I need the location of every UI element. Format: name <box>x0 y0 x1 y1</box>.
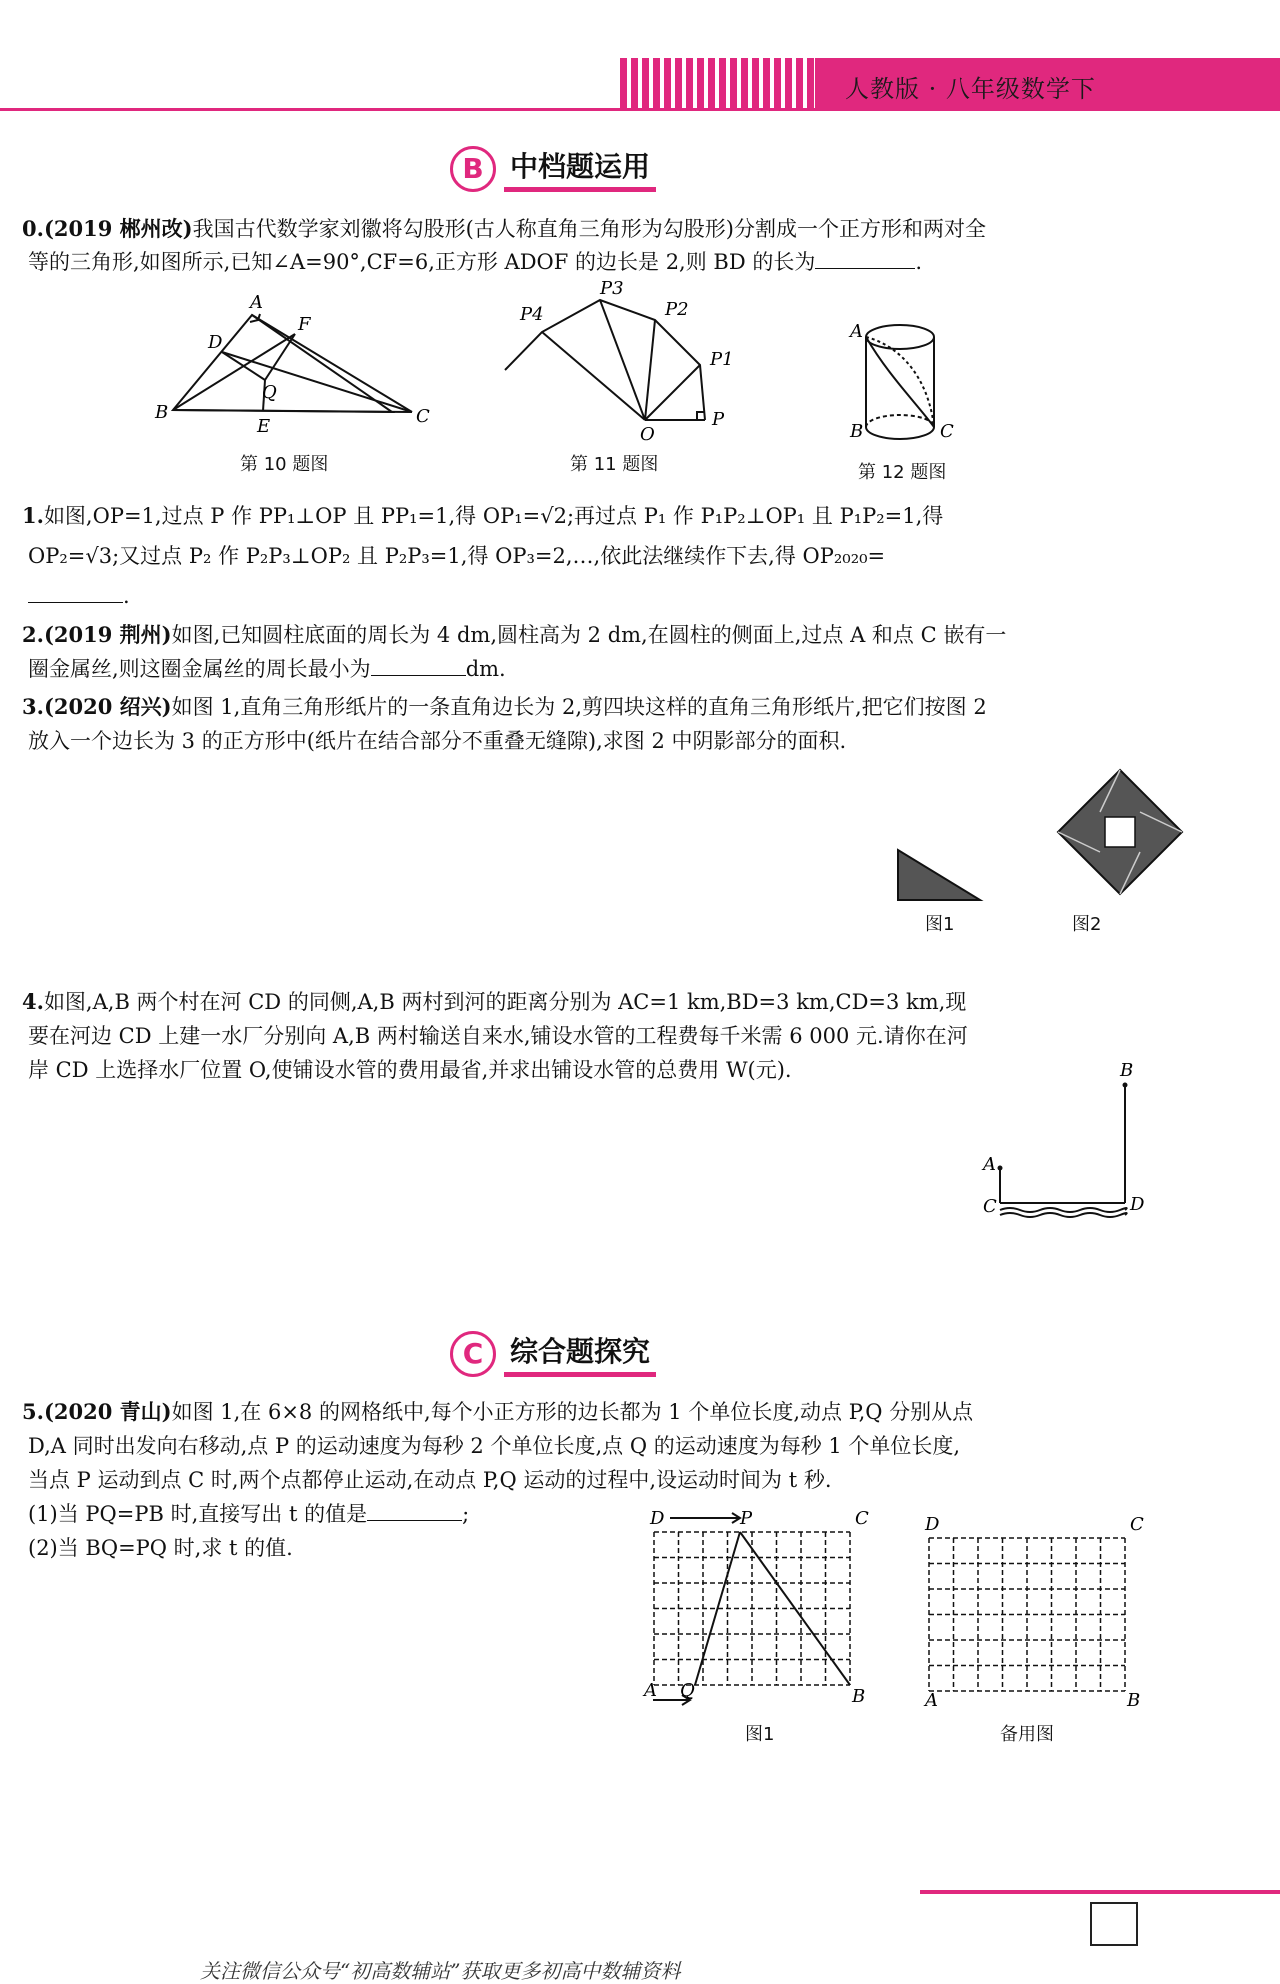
question-11 <box>22 496 1162 616</box>
q10-line2: 等的三角形,如图所示,已知∠A=90°,CF=6,正方形 ADOF 的边长是 2,则 BD 的长为 . <box>28 250 923 274</box>
svg-text:A: A <box>850 321 863 342</box>
answer-blank <box>367 1502 462 1521</box>
svg-text:B: B <box>850 421 864 442</box>
svg-text:P1: P1 <box>710 349 734 370</box>
svg-text:B: B <box>852 1686 866 1707</box>
svg-text:D: D <box>925 1514 940 1535</box>
figure-11 <box>500 280 750 450</box>
svg-text:P4: P4 <box>520 304 544 325</box>
svg-text:D: D <box>1130 1194 1145 1215</box>
page-header <box>620 58 1280 110</box>
fig15-caption-2: 备用图 <box>1000 1724 1054 1745</box>
fig12-bottom-front <box>866 427 934 439</box>
figure-15-grid-2 <box>915 1500 1155 1720</box>
svg-text:P: P <box>740 1508 753 1529</box>
fig13-caption-2: 图2 <box>1072 914 1102 935</box>
q15-line3: 当点 P 运动到点 C 时,两个点都停止运动,在动点 P,Q 运动的过程中,设运动时间为 t 秒. <box>28 1468 832 1492</box>
svg-text:Q: Q <box>680 1680 695 1701</box>
svg-text:C: C <box>416 406 430 427</box>
fig13-triangle <box>898 850 980 900</box>
svg-text:P2: P2 <box>665 299 689 320</box>
svg-text:B: B <box>155 402 169 423</box>
page-tab <box>1090 1902 1138 1946</box>
q10-line1: 0.(2019 郴州改)我国古代数学家刘徽将勾股形(古人称直角三角形为勾股形)分割成一个正方形和两对全 <box>22 216 986 241</box>
fig10-triangle <box>173 315 392 412</box>
q15-line2: D,A 同时出发向右移动,点 P 的运动速度为每秒 2 个单位长度,点 Q 的运动速度为每秒 1 个单位长度, <box>28 1434 961 1458</box>
header-divider <box>0 108 1280 111</box>
q11-line2: OP₂=√3;又过点 P₂ 作 P₂P₃⊥OP₂ 且 P₂P₃=1,得 OP₃=2,…,依此法继续作下去,得 OP₂₀₂₀= <box>28 544 886 568</box>
svg-text:A: A <box>983 1154 996 1175</box>
fig11-caption: 第 11 题图 <box>570 454 659 475</box>
fig13-inner-square <box>1105 817 1135 847</box>
q11-line1: 1.如图,OP=1,过点 P 作 PP₁⊥OP 且 PP₁=1,得 OP₁=√2;再过点 P₁ 作 P₁P₂⊥OP₁ 且 P₁P₂=1,得 <box>22 503 944 528</box>
footer-watermark: 关注微信公众号“初高数辅站”获取更多初高中数辅资料 <box>200 1959 681 1983</box>
figure-15-grid-1 <box>640 1500 880 1720</box>
answer-blank <box>371 657 466 676</box>
svg-text:A: A <box>925 1690 938 1711</box>
svg-text:O: O <box>640 424 655 445</box>
section-b-heading <box>450 145 656 192</box>
q14-line3: 岸 CD 上选择水厂位置 O,使铺设水管的费用最省,并求出铺设水管的总费用 W(元). <box>28 1058 792 1082</box>
question-13 <box>22 690 1162 758</box>
fig13-square-group <box>1058 770 1182 894</box>
fig11-op1 <box>645 365 700 420</box>
figure-12 <box>848 315 968 450</box>
fig15-pq <box>695 1532 740 1685</box>
answer-blank <box>28 584 123 603</box>
q12-line1: 2.(2019 荆州)如图,已知圆柱底面的周长为 4 dm,圆柱高为 2 dm,在圆柱的侧面上,过点 A 和点 C 嵌有一 <box>22 622 1007 647</box>
fig13-caption-1: 图1 <box>925 914 955 935</box>
header-stripes <box>620 58 815 110</box>
q11-line3: . <box>22 576 1162 616</box>
fig12-top-ellipse <box>866 325 934 349</box>
fig15-spare-grid-lines <box>929 1538 1125 1691</box>
figure-14 <box>980 1060 1160 1230</box>
q13-line2: 放入一个边长为 3 的正方形中(纸片在结合部分不重叠无缝隙),求图 2 中阴影部分的面积. <box>28 729 847 753</box>
svg-text:B: B <box>1120 1060 1134 1081</box>
svg-text:D: D <box>208 332 223 353</box>
fig12-caption: 第 12 题图 <box>858 462 947 483</box>
svg-text:C: C <box>983 1196 997 1217</box>
q15-sub2: (2)当 BQ=PQ 时,求 t 的值. <box>28 1536 293 1560</box>
svg-text:E: E <box>257 416 271 437</box>
fig15-grid-lines <box>654 1532 850 1685</box>
svg-text:P3: P3 <box>600 278 624 299</box>
fig11-op2 <box>645 320 655 420</box>
fig14-river-wave-2 <box>1000 1213 1127 1217</box>
svg-text:C: C <box>1130 1514 1144 1535</box>
figure-10 <box>150 290 430 440</box>
svg-text:C: C <box>940 421 954 442</box>
svg-text:B: B <box>1127 1690 1141 1711</box>
svg-text:A: A <box>250 292 263 313</box>
svg-text:C: C <box>855 1508 869 1529</box>
q12-line2: 圈金属丝,则这圈金属丝的周长最小为 dm. <box>28 657 506 681</box>
section-c-heading <box>450 1330 656 1377</box>
fig12-bottom-back <box>866 415 934 427</box>
svg-text:A: A <box>644 1680 657 1701</box>
fig10-caption: 第 10 题图 <box>240 454 329 475</box>
fig12-wire-front <box>866 337 934 427</box>
question-12 <box>22 618 1162 686</box>
q15-sub1: (1)当 PQ=PB 时,直接写出 t 的值是 ; <box>28 1502 470 1526</box>
fig10-bc <box>173 410 412 412</box>
q13-line1: 3.(2020 绍兴)如图 1,直角三角形纸片的一条直角边长为 2,剪四块这样的直角三角形纸片,把它们按图 2 <box>22 694 987 719</box>
q14-line1: 4.如图,A,B 两个村在河 CD 的同侧,A,B 两村到河的距离分别为 AC=1 km,BD=3 km,CD=3 km,现 <box>22 989 967 1014</box>
svg-text:Q: Q <box>262 382 277 403</box>
svg-text:D: D <box>650 1508 665 1529</box>
q15-line1: 5.(2020 青山)如图 1,在 6×8 的网格纸中,每个小正方形的边长都为 1 个单位长度,动点 P,Q 分别从点 <box>22 1399 974 1424</box>
fig15-caption-1: 图1 <box>745 1724 775 1745</box>
figure-13 <box>890 760 1200 910</box>
question-10 <box>22 212 1162 279</box>
header-title: 人教版 · 八年级数学下 <box>845 75 1096 103</box>
section-b-title: 中档题运用 <box>504 145 656 192</box>
section-c-title: 综合题探究 <box>504 1330 656 1377</box>
fig14-river-wave <box>1000 1208 1127 1212</box>
section-c-badge: C <box>450 1331 496 1377</box>
footer-line <box>920 1890 1280 1894</box>
svg-text:P: P <box>712 409 725 430</box>
svg-text:F: F <box>298 314 311 335</box>
answer-blank <box>815 250 915 269</box>
section-b-badge: B <box>450 146 496 192</box>
q14-line2: 要在河边 CD 上建一水厂分别向 A,B 两村输送自来水,铺设水管的工程费每千米需 6 000 元.请你在河 <box>28 1024 968 1048</box>
